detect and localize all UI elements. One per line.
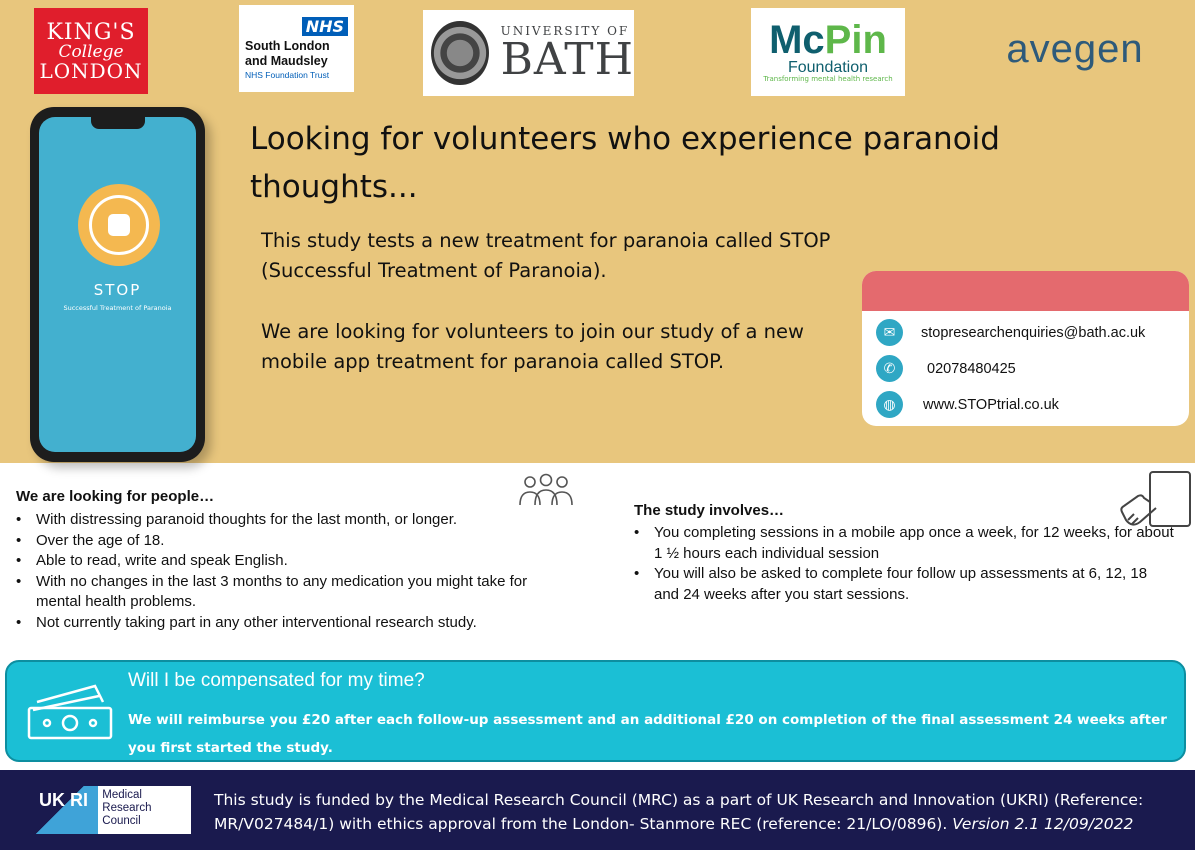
contact-card-header — [862, 271, 1189, 311]
bath-emblem-icon — [431, 21, 489, 85]
ukri-mark: UK RI — [33, 786, 98, 834]
intro-paragraph-1: This study tests a new treatment for paranoia called STOP (Successful Treatment of Paranoia). — [261, 229, 831, 282]
university-of-bath-logo: UNIVERSITY OF BATH — [423, 10, 634, 96]
intro-paragraph-2: We are looking for volunteers to join our study of a new mobile app treatment for paranoia called STOP. — [261, 320, 804, 373]
mcpin-foundation-logo: McPin Foundation Transforming mental health research — [751, 8, 905, 96]
avegen-logo: avegen — [1006, 26, 1144, 71]
phone-icon: ✆ — [876, 355, 903, 382]
people-criteria-list — [16, 510, 561, 633]
list-item: • With no changes in the last 3 months to any medication you might take for mental health problems. — [16, 572, 561, 613]
mrc-text: Medical Research Council — [102, 789, 152, 827]
phone-screen — [39, 117, 196, 452]
contact-website-row[interactable] — [876, 391, 1059, 418]
list-item: • You will also be asked to complete four follow up assessments at 6, 12, 18 and 24 weeks after you start sessions. — [634, 564, 1174, 605]
stop-app-icon — [78, 184, 160, 266]
compensation-question: Will I be compensated for my time? — [128, 670, 425, 691]
list-item: • Not currently taking part in any other interventional research study. — [16, 613, 561, 634]
contact-phone-row[interactable] — [876, 355, 1016, 382]
contact-card — [862, 271, 1189, 426]
globe-icon: ◍ — [876, 391, 903, 418]
app-subtitle: Successful Treatment of Paranoia — [63, 304, 172, 312]
phone-mockup — [30, 107, 205, 462]
funding-statement — [214, 788, 1189, 836]
version-text: Version 2.1 12/09/2022 — [952, 815, 1134, 833]
list-item: • With distressing paranoid thoughts for the last month, or longer. — [16, 510, 561, 531]
funding-text: This study is funded by the Medical Research Council (MRC) as a part of UK Research and Innovation (UKRI) (Reference: MR/V027484/1) with ethics approval from the London- Stanmore REC (reference: 21/LO/0896). — [214, 791, 1144, 833]
page-heading: Looking for volunteers who experience paranoid thoughts... — [250, 121, 1000, 205]
footer — [0, 770, 1195, 850]
kings-college-logo: KING'S College LONDON — [34, 8, 148, 94]
study-involves-list — [634, 523, 1174, 605]
phone-notch — [91, 117, 145, 129]
list-item: • Over the age of 18. — [16, 531, 561, 552]
contact-email[interactable]: stopresearchenquiries@bath.ac.uk — [921, 324, 1146, 341]
money-icon — [27, 680, 115, 740]
contact-phone[interactable]: 02078480425 — [927, 360, 1016, 377]
compensation-box — [5, 660, 1186, 762]
people-section-title: We are looking for people… — [16, 488, 215, 505]
app-name: STOP — [93, 281, 142, 299]
intro-text — [261, 226, 861, 377]
contact-website[interactable]: www.STOPtrial.co.uk — [923, 396, 1059, 413]
list-item: • Able to read, write and speak English. — [16, 551, 561, 572]
people-icon — [518, 473, 574, 507]
study-section-title: The study involves… — [634, 502, 785, 519]
ukri-mrc-logo — [33, 786, 191, 834]
nhs-slam-logo: NHS South London and Maudsley NHS Foundation Trust — [239, 5, 354, 92]
email-icon: ✉ — [876, 319, 903, 346]
contact-email-row[interactable] — [876, 319, 1145, 346]
compensation-answer: We will reimburse you £20 after each follow-up assessment and an additional £20 on completion of the final assessment 24 weeks after you first started the study. — [128, 712, 1167, 756]
list-item: • You completing sessions in a mobile app once a week, for 12 weeks, for about 1 ½ hours each individual session — [634, 523, 1174, 564]
